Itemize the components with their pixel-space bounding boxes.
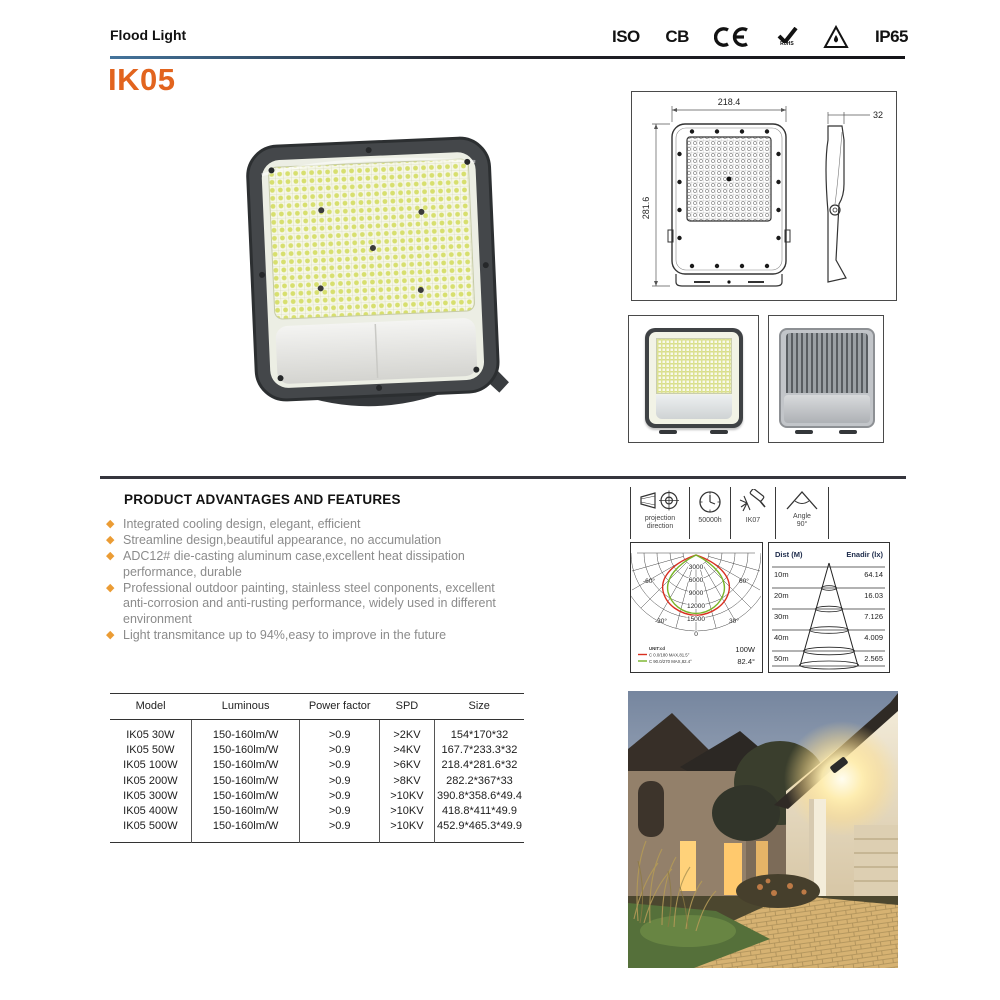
product-back-view <box>768 315 884 443</box>
waterproof-triangle-icon <box>823 25 849 49</box>
table-row: IK05 200W 150-160lm/W >0.9 >8KV 282.2*367*33 <box>110 773 524 788</box>
dim-depth: 32 <box>873 110 884 120</box>
svg-text:0: 0 <box>694 631 698 638</box>
product-front-view <box>628 315 759 443</box>
features-list <box>106 517 498 644</box>
table-row: IK05 30W 150-160lm/W >0.9 >2KV 154*170*32 <box>110 720 524 743</box>
svg-text:2.565: 2.565 <box>864 654 883 663</box>
table-row: IK05 50W 150-160lm/W >0.9 >4KV 167.7*233.3*32 <box>110 743 524 758</box>
projection-direction-cell: projection direction <box>630 487 689 539</box>
svg-text:60°: 60° <box>739 578 749 585</box>
svg-text:40m: 40m <box>774 633 789 642</box>
spec-table <box>110 693 524 843</box>
diamond-bullet-icon: ◆ <box>106 534 115 546</box>
enadir-col-header: Enadir (lx) <box>846 550 883 559</box>
cb-cert-label: CB <box>665 27 689 46</box>
svg-text:-60°: -60° <box>643 578 655 585</box>
header-divider <box>110 56 905 59</box>
ip65-label: IP65 <box>875 27 908 46</box>
impact-icon <box>738 489 768 515</box>
page-title: Flood Light <box>110 27 187 43</box>
application-photo <box>628 691 898 968</box>
svg-text:30°: 30° <box>729 618 739 625</box>
legend-green: C 90.0/270 MAX,82.4° <box>649 659 692 664</box>
diamond-bullet-icon: ◆ <box>106 581 115 594</box>
angle-icon <box>783 489 821 511</box>
feature-item: ◆ Integrated cooling design, elegant, efficient <box>106 517 361 531</box>
svg-text:6000: 6000 <box>688 577 704 584</box>
svg-text:10m: 10m <box>774 570 789 579</box>
certification-row <box>612 22 908 52</box>
wattage-label: 100W <box>735 645 755 654</box>
photometric-polar-chart <box>630 542 763 673</box>
legend-red: C 0.0/180 MAX,81.5° <box>649 652 690 658</box>
diamond-bullet-icon: ◆ <box>106 550 115 562</box>
rohs-label: RoHS <box>780 41 794 47</box>
ik-rating-cell: IK07 <box>730 487 775 539</box>
table-row: IK05 300W 150-160lm/W >0.9 >10KV 390.8*358.6*49.4 <box>110 788 524 803</box>
svg-text:12000: 12000 <box>686 603 706 610</box>
spec-icon-strip <box>630 487 829 539</box>
feature-item: ◆ ADC12# die-casting aluminum case,excellent heat dissipation performance, durable <box>106 549 465 579</box>
legend-title: UNIT:cd <box>649 646 665 651</box>
svg-text:3000: 3000 <box>688 564 704 571</box>
svg-text:20m: 20m <box>774 591 789 600</box>
svg-text:-30°: -30° <box>655 618 667 625</box>
product-photo-main <box>232 126 517 418</box>
beam-angle-cell: Angle 90° <box>775 487 829 539</box>
dim-height: 281.6 <box>641 196 651 220</box>
distance-illuminance-chart <box>768 542 890 673</box>
lifetime-cell: 50000h <box>689 487 730 539</box>
section-divider <box>100 476 906 479</box>
model-title: IK05 <box>108 62 176 97</box>
table-row: IK05 500W 150-160lm/W >0.9 >10KV 452.9*465.3*49.9 <box>110 819 524 843</box>
rohs-check-icon <box>776 27 798 47</box>
feature-item: ◆ Professional outdoor painting, stainless steel conponents, excellent anti-corrosion and anti-rusting performance, widely used in different environment <box>106 580 496 626</box>
svg-text:7.126: 7.126 <box>864 612 883 621</box>
svg-text:4.009: 4.009 <box>864 633 883 642</box>
svg-text:64.14: 64.14 <box>864 570 883 579</box>
svg-text:16.03: 16.03 <box>864 591 883 600</box>
features-heading: PRODUCT ADVANTAGES AND FEATURES <box>124 492 401 507</box>
spec-table-header-row: Model Luminous Power factor SPD Size <box>110 694 524 720</box>
diamond-bullet-icon: ◆ <box>106 628 115 641</box>
table-row: IK05 100W 150-160lm/W >0.9 >6KV 218.4*281.6*32 <box>110 758 524 773</box>
dist-col-header: Dist (M) <box>775 550 803 559</box>
projection-direction-icon <box>638 489 682 513</box>
svg-text:9000: 9000 <box>688 590 704 597</box>
heatsink-fins <box>786 333 868 393</box>
svg-text:15000: 15000 <box>686 616 706 623</box>
feature-item: ◆ Streamline design,beautiful appearance, no accumulation <box>106 533 442 547</box>
iso-cert-label: ISO <box>612 27 640 46</box>
clock-icon <box>697 489 723 515</box>
beam-angle-label: 82.4° <box>737 657 755 666</box>
svg-text:50m: 50m <box>774 654 789 663</box>
ce-mark-icon <box>714 26 750 48</box>
svg-text:30m: 30m <box>774 612 789 621</box>
led-panel <box>656 338 732 394</box>
dimension-drawing <box>631 91 897 301</box>
dim-width: 218.4 <box>717 97 741 107</box>
table-row: IK05 400W 150-160lm/W >0.9 >10KV 418.8*411*49.9 <box>110 803 524 818</box>
feature-item: ◆ Light transmitance up to 94%,easy to improve in the future <box>106 627 447 642</box>
diamond-bullet-icon: ◆ <box>106 518 115 530</box>
